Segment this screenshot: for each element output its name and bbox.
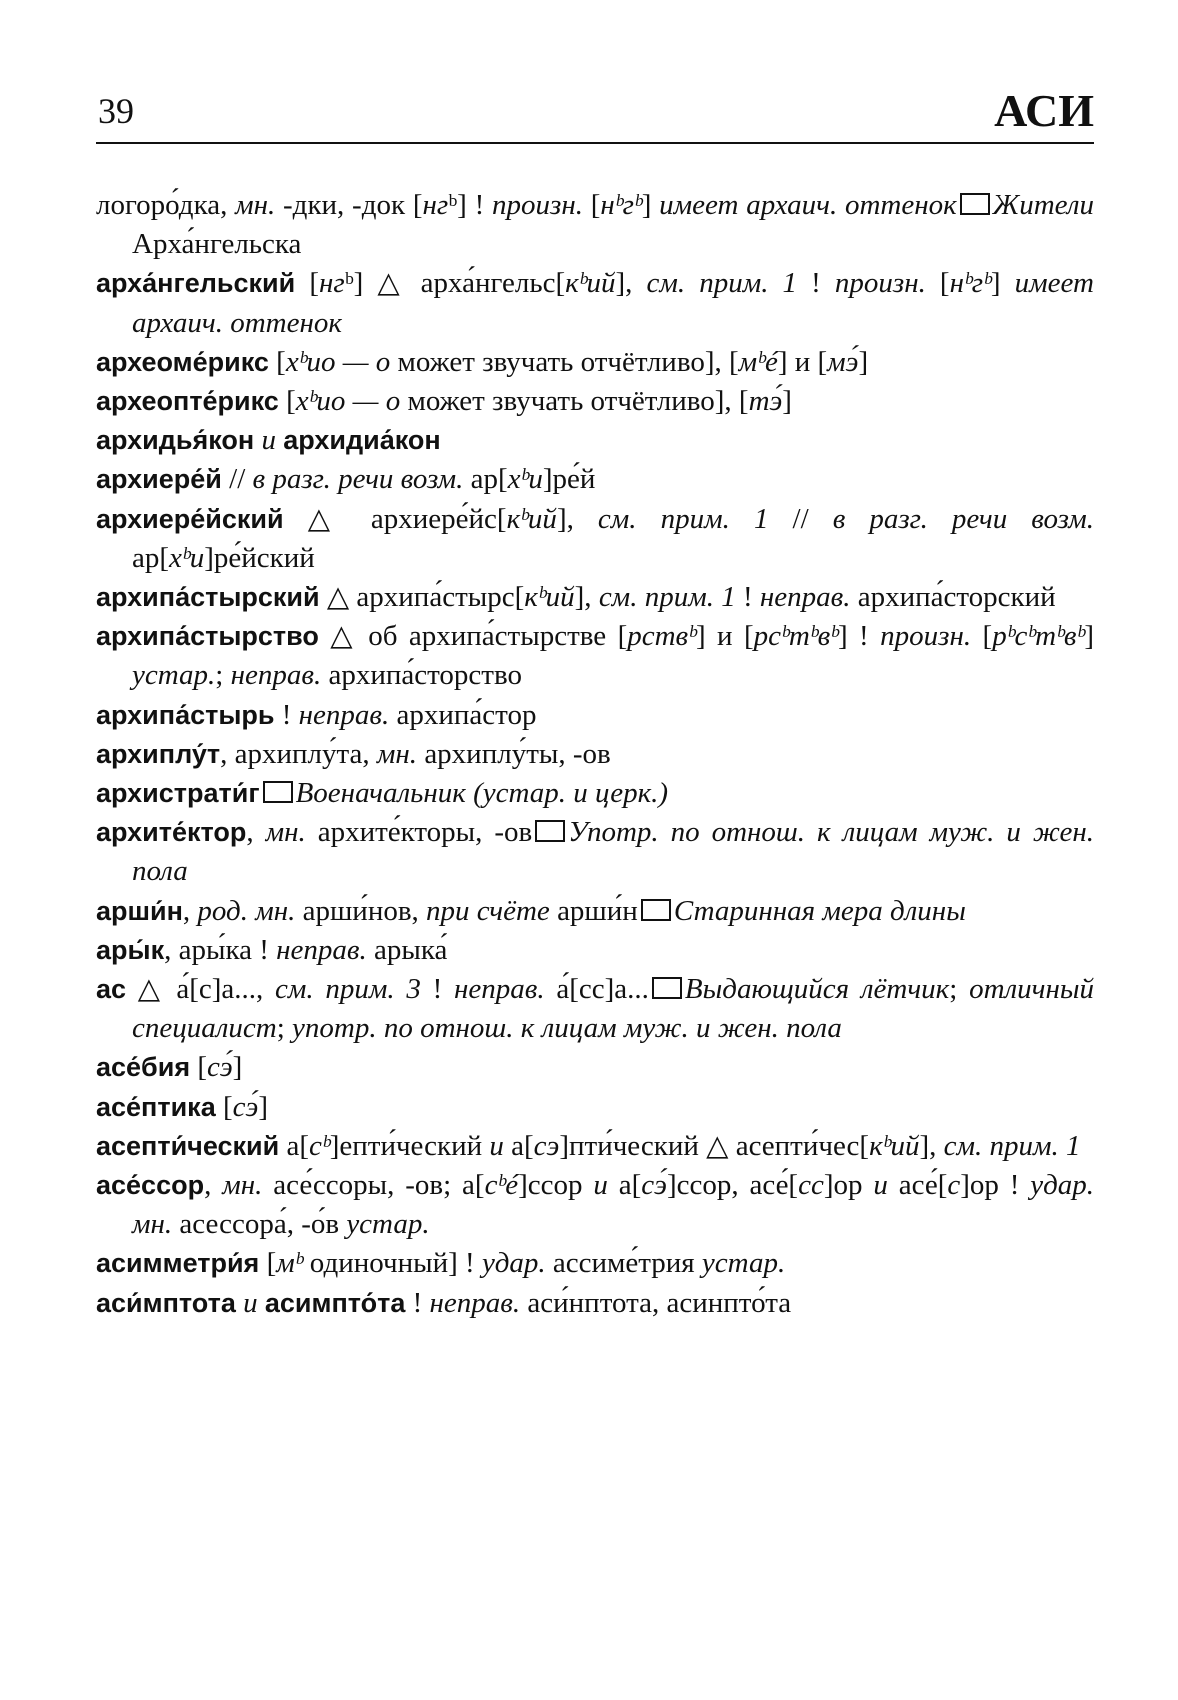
- italic-note: с: [947, 1169, 961, 1202]
- entry-text: △ архиере́йс[: [283, 502, 507, 535]
- italic-note: хᵇи: [169, 541, 205, 574]
- dictionary-entry: [96, 735, 1094, 774]
- entry-text: , архиплу́та,: [220, 737, 377, 770]
- entry-text: ар[: [132, 541, 170, 574]
- headword: асепти́ческий: [96, 1130, 280, 1161]
- headword: археопте́рикс: [96, 386, 279, 417]
- dictionary-entry: [96, 696, 1094, 735]
- entry-text: !: [797, 267, 835, 300]
- dictionary-entry: [96, 1127, 1094, 1166]
- entry-text: [: [278, 385, 296, 418]
- entry-text: ар[: [463, 463, 508, 496]
- entry-text: архипа́сторство: [321, 659, 522, 692]
- headword: архипа́стырство: [96, 621, 319, 652]
- entry-text: //: [768, 502, 833, 535]
- entry-text: ] и [: [777, 345, 828, 378]
- entry-text: [: [268, 345, 286, 378]
- italic-note: и: [873, 1169, 888, 1202]
- dictionary-entry: [96, 264, 1094, 342]
- entry-text: [: [190, 1051, 207, 1084]
- entry-text: а[: [607, 1169, 642, 1202]
- italic-note: имеет архаич. оттенок: [659, 189, 957, 221]
- definition-box-icon: [641, 899, 671, 921]
- dictionary-entry: [96, 1166, 1094, 1244]
- headword: архипа́стырский: [96, 582, 320, 613]
- entry-text: ;: [276, 1012, 293, 1045]
- headword: асе́бия: [96, 1052, 191, 1083]
- italic-note: устар.: [132, 659, 216, 692]
- entry-text: ]: [782, 385, 792, 418]
- italic-note: см. прим. 1: [597, 502, 769, 535]
- italic-note: мэ́: [827, 345, 859, 378]
- dictionary-entry: [96, 892, 1094, 931]
- italic-note: сс: [798, 1169, 824, 1202]
- headword: асимметри́я: [96, 1248, 260, 1279]
- italic-note: нᵇгᵇ: [949, 267, 991, 300]
- italic-note: тэ́: [748, 385, 783, 418]
- entry-text: ]: [858, 345, 869, 378]
- entry-text: ]пти́ческий △ асепти́чес[: [559, 1129, 870, 1162]
- italic-note: рствᵇ: [627, 620, 696, 653]
- italic-note: мн.: [265, 816, 306, 849]
- entry-text: асе́ссоры, -ов; а[: [262, 1169, 485, 1202]
- entry-text: △ а́[с]а...,: [126, 973, 275, 1006]
- entry-text: ]ре́йский: [204, 541, 315, 574]
- running-head: АСИ: [994, 85, 1094, 136]
- italic-note: произн.: [880, 620, 972, 653]
- italic-note: устар.: [701, 1247, 786, 1280]
- headword: арха́нгельский: [96, 268, 296, 299]
- headword: асимпто́та: [264, 1287, 406, 1318]
- italic-note: в разг. речи возм.: [832, 502, 1094, 535]
- entry-text: арши́н: [549, 894, 638, 927]
- entry-text: ]ссор, асе́[: [666, 1169, 799, 1202]
- entry-text: ]ре́й: [542, 463, 596, 496]
- entry-text: ]ор !: [960, 1169, 1031, 1202]
- italic-note: Выдающийся лётчик: [684, 973, 950, 1006]
- dictionary-entry: [96, 1244, 1094, 1283]
- entry-text: аси́нптота, асинпто́та: [520, 1286, 792, 1319]
- entry-text: ,: [204, 1169, 223, 1202]
- dictionary-entry: [96, 578, 1094, 617]
- headword: археоме́рикс: [96, 346, 269, 377]
- italic-note: род. мн.: [197, 894, 296, 927]
- dictionary-entry: [96, 617, 1094, 695]
- entry-text: ;: [215, 659, 231, 692]
- headword: архистрати́г: [96, 778, 260, 809]
- dictionary-entry: [96, 1088, 1094, 1127]
- entry-text: одиночный] !: [302, 1247, 482, 1280]
- entry-text: [: [295, 267, 319, 300]
- italic-note: и: [489, 1129, 504, 1162]
- italic-note: см. прим. 1: [943, 1129, 1081, 1162]
- definition-box-icon: [652, 977, 682, 999]
- entry-text: ]: [990, 267, 1015, 300]
- entry-text: △ архипа́стырс[: [319, 581, 525, 614]
- page-number: 39: [98, 91, 134, 131]
- italic-note: кᵇий: [524, 581, 575, 614]
- italic-note: Жители: [992, 189, 1094, 221]
- entry-text: ,: [182, 894, 198, 927]
- entry-text: ᵇ] !: [448, 189, 493, 221]
- italic-note: и: [593, 1169, 608, 1202]
- headword: архидиа́кон: [283, 425, 441, 456]
- italic-note: устар.: [346, 1208, 430, 1241]
- italic-note: хᵇи: [507, 463, 543, 496]
- entry-text: //: [221, 463, 253, 496]
- italic-note: отличный специалист: [132, 973, 1095, 1045]
- entry-text: ]: [258, 1090, 268, 1123]
- italic-note: сэ: [533, 1129, 560, 1162]
- entry-text: △ об архипа́стырстве [: [318, 620, 628, 653]
- entry-text: [: [971, 620, 993, 653]
- italic-note: мн.: [235, 189, 276, 221]
- italic-note: и: [235, 1286, 265, 1319]
- italic-note: в разг. речи возм.: [252, 463, 464, 496]
- headword: ас: [96, 974, 127, 1005]
- italic-note: мн.: [376, 737, 418, 770]
- italic-note: сᵇé: [484, 1169, 519, 1202]
- entry-text: ]ссор: [518, 1169, 594, 1202]
- italic-note: см. прим. 3: [275, 973, 421, 1006]
- italic-note: при счёте: [426, 894, 550, 927]
- entry-text: ;: [949, 973, 970, 1006]
- italic-note: сᵇ: [309, 1129, 330, 1162]
- italic-note: см. прим. 1: [598, 581, 736, 614]
- dictionary-entry: [96, 500, 1094, 578]
- entry-text: логоро́дка,: [96, 189, 236, 221]
- entry-text: ]: [641, 189, 660, 221]
- entry-text: [: [925, 267, 950, 300]
- italic-note: неправ.: [429, 1286, 521, 1319]
- headword: архиере́й: [96, 464, 222, 495]
- italic-note: удар. мн.: [132, 1169, 1095, 1241]
- italic-note: мн.: [222, 1169, 263, 1202]
- italic-note: мᵇé: [738, 345, 778, 378]
- dictionary-entry: [96, 813, 1094, 891]
- dictionary-entry: [96, 382, 1094, 421]
- dictionary-entry: [96, 1048, 1094, 1087]
- entry-text: арыка́: [366, 933, 448, 966]
- headword: архите́ктор: [96, 817, 247, 848]
- headword: асе́ссор: [96, 1170, 205, 1201]
- italic-note: сэ́: [207, 1051, 233, 1084]
- dictionary-entry: [96, 186, 1094, 264]
- entry-text: ]епти́ческий: [329, 1129, 490, 1162]
- entry-text: ],: [919, 1129, 944, 1162]
- italic-note: кᵇий: [506, 502, 557, 535]
- italic-note: хᵇио — о: [285, 345, 391, 378]
- entry-text: может звучать отчётливо], [: [400, 385, 749, 418]
- entry-text: ]ор: [823, 1169, 874, 1202]
- entry-text: ],: [574, 581, 599, 614]
- dictionary-entry: [96, 774, 1094, 813]
- entry-text: асе́[: [887, 1169, 948, 1202]
- italic-note: кᵇий: [869, 1129, 920, 1162]
- headword: асе́птика: [96, 1091, 216, 1122]
- italic-note: нг: [422, 189, 449, 221]
- entry-text: архипа́сторский: [850, 581, 1056, 614]
- entry-text: ᵇ] △ арха́нгельс[: [344, 267, 566, 300]
- headword: архидья́кон: [96, 425, 255, 456]
- entry-text: Арха́нгельска: [132, 228, 302, 261]
- entry-text: !: [420, 973, 455, 1006]
- entry-text: а[: [279, 1129, 310, 1162]
- entry-text: ] и [: [695, 620, 754, 653]
- definition-box-icon: [960, 193, 990, 215]
- italic-note: нᵇгᵇ: [600, 189, 642, 221]
- italic-note: и: [254, 424, 284, 457]
- dictionary-entries: [96, 186, 1094, 1323]
- entry-text: архиплу́ты, -ов: [417, 737, 611, 770]
- headword: архипа́стырь: [96, 699, 275, 730]
- italic-note: мᵇ: [276, 1247, 303, 1280]
- entry-text: -дки, -док [: [275, 189, 423, 221]
- entry-text: ]: [232, 1051, 243, 1084]
- italic-note: неправ.: [230, 659, 322, 692]
- headword: арши́н: [96, 895, 183, 926]
- italic-note: Старинная мера длины: [673, 894, 966, 927]
- entry-text: !: [274, 698, 299, 731]
- dictionary-entry: [96, 931, 1094, 970]
- dictionary-entry: [96, 1284, 1094, 1323]
- entry-text: а́[сс]а...: [544, 973, 649, 1006]
- entry-text: ]: [1084, 620, 1094, 653]
- entry-text: [: [215, 1090, 233, 1123]
- italic-note: неправ.: [759, 581, 851, 614]
- italic-note: нг: [318, 267, 345, 300]
- dictionary-entry: [96, 970, 1094, 1048]
- headword: архиплу́т: [96, 738, 221, 769]
- entry-text: может звучать отчётливо], [: [390, 345, 739, 378]
- entry-text: ,: [246, 816, 266, 849]
- italic-note: удар.: [481, 1247, 546, 1280]
- entry-text: !: [735, 581, 760, 614]
- definition-box-icon: [263, 781, 293, 803]
- definition-box-icon: [535, 820, 565, 842]
- italic-note: Военачальник (устар. и церк.): [295, 777, 669, 810]
- italic-note: рсᵇтᵇвᵇ: [753, 620, 838, 653]
- italic-note: неправ.: [454, 973, 545, 1006]
- italic-note: рᵇсᵇтᵇвᵇ: [992, 620, 1085, 653]
- entry-text: , ары́ка !: [164, 933, 277, 966]
- headword: аси́мптота: [96, 1287, 236, 1318]
- entry-text: ],: [556, 502, 598, 535]
- italic-note: сэ́: [232, 1090, 259, 1123]
- italic-note: неправ.: [298, 698, 390, 731]
- italic-note: см. прим. 1: [646, 267, 798, 300]
- dictionary-entry: [96, 343, 1094, 382]
- italic-note: кᵇий: [565, 267, 616, 300]
- headword: архиере́йский: [96, 503, 284, 534]
- entry-text: арши́нов,: [295, 894, 427, 927]
- italic-note: произн.: [834, 267, 926, 300]
- italic-note: употр. по отнош. к лицам муж. и жен. пола: [292, 1012, 842, 1045]
- dictionary-entry: [96, 421, 1094, 460]
- entry-text: [: [259, 1247, 277, 1280]
- entry-text: архите́кторы, -ов: [305, 816, 533, 849]
- entry-text: ],: [615, 267, 647, 300]
- italic-note: неправ.: [276, 933, 367, 966]
- entry-text: ассиме́трия: [545, 1247, 702, 1280]
- entry-text: !: [405, 1286, 430, 1319]
- italic-note: Употр. по отнош. к лицам муж. и жен. пола: [132, 816, 1094, 888]
- entry-text: архипа́стор: [389, 698, 537, 731]
- dictionary-entry: [96, 460, 1094, 499]
- italic-note: имеет архаич. оттенок: [132, 267, 1094, 339]
- italic-note: сэ́: [641, 1169, 667, 1202]
- entry-text: [: [582, 189, 601, 221]
- page-header: [96, 82, 1094, 144]
- italic-note: хᵇио — о: [295, 385, 401, 418]
- entry-text: ] !: [837, 620, 881, 653]
- entry-text: асессора́, -о́в: [172, 1208, 347, 1241]
- headword: ары́к: [96, 934, 165, 965]
- entry-text: а[: [503, 1129, 534, 1162]
- italic-note: произн.: [492, 189, 583, 221]
